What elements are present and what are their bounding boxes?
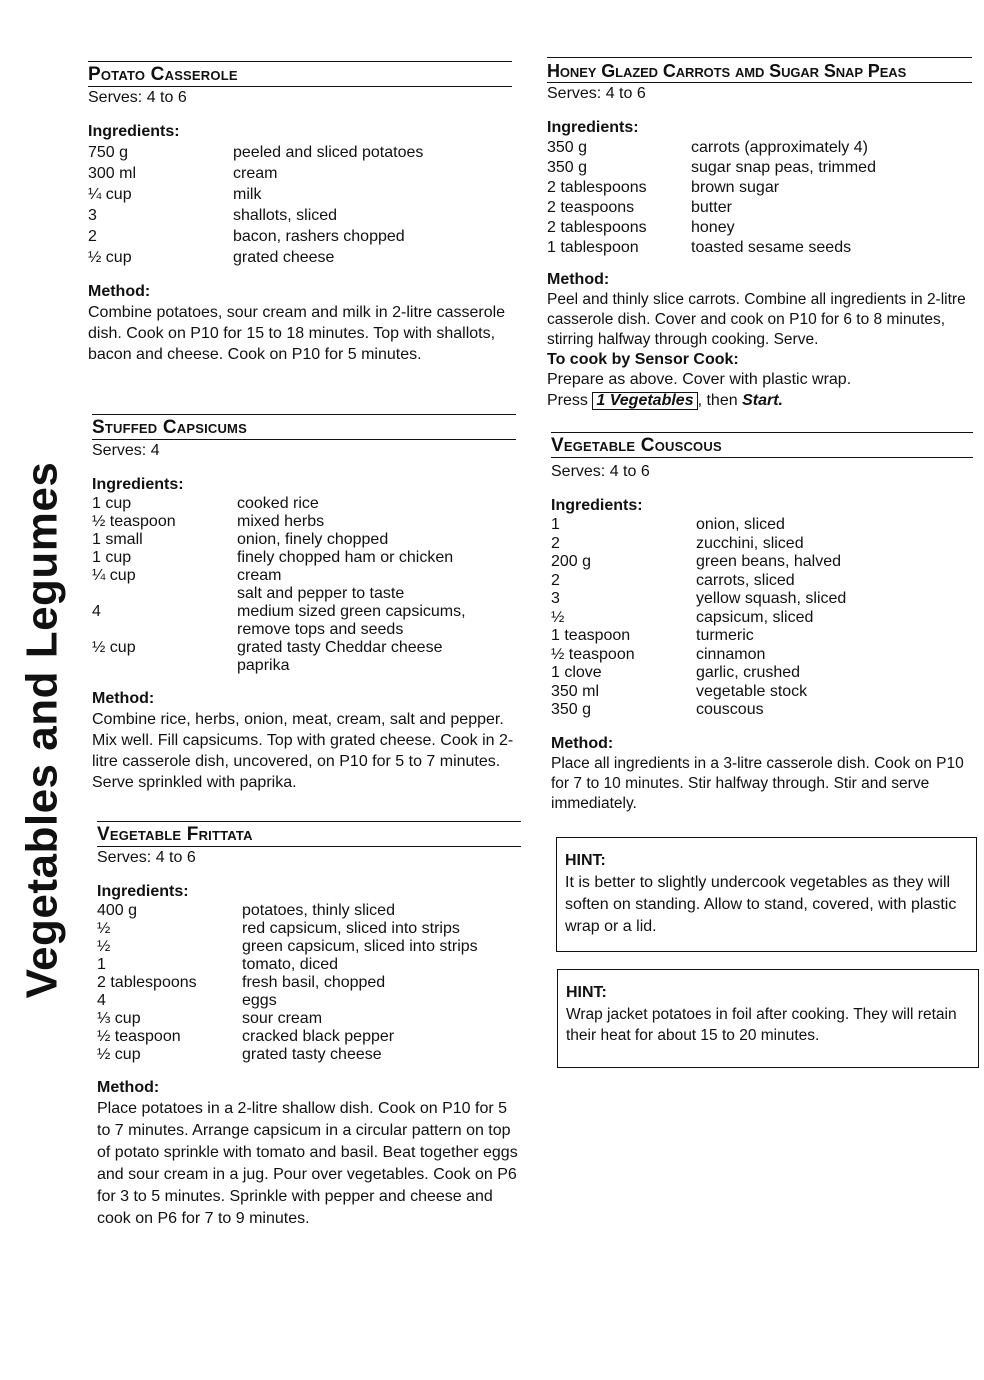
ingredient-desc: brown sugar (691, 179, 780, 196)
sensor-cook-heading: To cook by Sensor Cook: (547, 351, 739, 368)
hint-label: HINT: (566, 984, 607, 1001)
ingredients-heading: Ingredients: (92, 476, 184, 493)
method-heading: Method: (547, 271, 610, 288)
section-title: Vegetables and Legumes (17, 461, 66, 999)
recipe-serves: Serves: 4 to 6 (547, 85, 646, 102)
ingredient-desc: toasted sesame seeds (691, 239, 852, 256)
ingredient-desc: remove tops and seeds (237, 621, 404, 638)
ingredient-desc: yellow squash, sliced (696, 590, 847, 607)
ingredient-desc: cream (233, 165, 278, 182)
ingredient-desc: grated tasty Cheddar cheese (237, 639, 443, 656)
ingredient-qty (92, 621, 237, 639)
ingredient-desc: medium sized green capsicums, (237, 603, 466, 620)
ingredient-desc: cream (237, 567, 282, 584)
ingredient-desc: red capsicum, sliced into strips (242, 920, 460, 937)
ingredient-desc: onion, sliced (696, 516, 785, 533)
ingredient-qty: 350 g (551, 701, 592, 718)
ingredient-desc: capsicum, sliced (696, 608, 814, 626)
ingredient-desc: vegetable stock (696, 682, 808, 700)
ingredient-desc: cooked rice (237, 495, 319, 512)
ingredients-list (92, 495, 516, 675)
ingredient-desc: cracked black pepper (242, 1028, 395, 1045)
recipe-serves: Serves: 4 to 6 (88, 89, 187, 106)
ingredient-desc: garlic, crushed (696, 664, 801, 681)
ingredients-list (547, 138, 972, 258)
method-heading: Method: (551, 734, 614, 752)
method-heading: Method: (97, 1079, 160, 1096)
ingredient-qty: 4 (92, 603, 101, 620)
ingredient-desc: zucchini, sliced (696, 534, 804, 552)
ingredient-qty: 1 (97, 956, 106, 973)
vegetables-key-button: 1 Vegetables (592, 392, 697, 410)
method-text: Combine rice, herbs, onion, meat, cream, salt and pepper. Mix well. Fill capsicums. Top with grated cheese. Cook in 2-litre casserole dish, uncovered, on P10 for 5 to 7 minutes. Serve sprinkled with paprika. (92, 711, 514, 791)
hint-box-jacket-potatoes (557, 969, 979, 1068)
ingredient-desc: grated tasty cheese (242, 1046, 382, 1063)
ingredient-desc: green capsicum, sliced into strips (242, 938, 478, 955)
recipe-title: Vegetable Frittata (97, 821, 521, 847)
ingredient-qty: 300 ml (88, 165, 137, 182)
ingredient-qty: ½ (97, 920, 111, 937)
ingredient-qty: ½ teaspoon (92, 513, 176, 530)
ingredient-qty: 2 tablespoons (97, 974, 197, 991)
sensor-cook-instruction (547, 390, 972, 412)
hint-label: HINT: (565, 852, 606, 869)
ingredient-desc: carrots (approximately 4) (691, 139, 868, 156)
ingredient-qty: 2 (88, 228, 97, 245)
ingredient-qty (92, 585, 237, 603)
ingredient-desc: eggs (242, 992, 277, 1009)
ingredient-desc: sugar snap peas, trimmed (691, 159, 876, 176)
ingredient-qty: 4 (97, 992, 106, 1009)
ingredient-qty: ¼ cup (92, 567, 136, 584)
ingredient-desc: tomato, diced (242, 956, 339, 973)
ingredient-desc: couscous (696, 701, 764, 718)
ingredient-desc: green beans, halved (696, 553, 841, 570)
then-text: , then (697, 392, 738, 409)
ingredient-desc: cinnamon (696, 645, 766, 663)
ingredient-qty: 1 small (92, 531, 143, 548)
ingredient-desc: fresh basil, chopped (242, 974, 386, 991)
ingredient-qty: 750 g (88, 144, 129, 161)
ingredient-desc: shallots, sliced (233, 207, 338, 224)
method-heading: Method: (88, 283, 151, 300)
ingredient-desc: mixed herbs (237, 513, 325, 530)
ingredients-heading: Ingredients: (97, 883, 189, 900)
hint-text: Wrap jacket potatoes in foil after cooking. They will retain their heat for about 15 to 20 minutes. (566, 1006, 957, 1044)
recipe-title: Stuffed Capsicums (92, 414, 516, 440)
sensor-cook-text: Prepare as above. Cover with plastic wrap. (547, 371, 852, 388)
ingredient-qty: ½ (551, 608, 565, 626)
ingredient-qty: 400 g (97, 902, 138, 919)
ingredient-qty: 3 (88, 207, 97, 224)
recipe-title: Potato Casserole (88, 61, 512, 87)
hint-text: It is better to slightly undercook vegetables as they will soften on standing. Allow to stand, covered, with plastic wrap or a lid. (565, 874, 957, 935)
method-text: Combine potatoes, sour cream and milk in 2-litre casserole dish. Cook on P10 for 15 to 18 minutes. Top with shallots, bacon and cheese. Cook on P10 for 5 minutes. (88, 304, 506, 363)
ingredient-qty (92, 657, 237, 675)
ingredient-qty: ½ cup (92, 639, 136, 656)
ingredient-desc: turmeric (696, 627, 754, 644)
ingredient-qty: 350 ml (551, 682, 600, 700)
ingredients-heading: Ingredients: (88, 123, 180, 140)
ingredient-qty: 1 cup (92, 549, 132, 566)
ingredients-heading: Ingredients: (551, 497, 643, 514)
ingredient-qty: 1 cup (92, 495, 132, 512)
ingredients-list (551, 516, 973, 720)
ingredient-qty: 2 tablespoons (547, 179, 647, 196)
recipe-potato-casserole (88, 61, 512, 365)
recipe-vegetable-frittata (97, 821, 521, 1230)
recipe-title: Vegetable Couscous (551, 432, 973, 458)
ingredient-desc: carrots, sliced (696, 571, 795, 589)
ingredient-qty: 200 g (551, 553, 592, 570)
ingredient-desc: grated cheese (233, 249, 335, 266)
recipe-serves: Serves: 4 (92, 442, 160, 459)
recipe-serves: Serves: 4 to 6 (97, 849, 196, 866)
ingredient-qty: 1 (551, 516, 560, 533)
ingredients-heading: Ingredients: (547, 119, 639, 136)
ingredient-qty: 2 teaspoons (547, 199, 635, 216)
ingredient-desc: sour cream (242, 1010, 323, 1027)
ingredient-desc: finely chopped ham or chicken (237, 549, 454, 566)
recipe-serves: Serves: 4 to 6 (551, 463, 650, 480)
ingredient-qty: ½ cup (88, 249, 132, 266)
method-text: Place all ingredients in a 3-litre casserole dish. Cook on P10 for 7 to 10 minutes. Stir halfway through. Stir and serve immediately. (551, 754, 964, 812)
ingredient-qty: ½ cup (97, 1046, 141, 1063)
press-text: Press (547, 392, 588, 409)
ingredient-desc: milk (233, 186, 262, 203)
hint-box-undercook (556, 837, 977, 952)
ingredient-qty: 2 tablespoons (547, 219, 647, 236)
start-key-label: Start. (742, 392, 783, 409)
ingredient-desc: peeled and sliced potatoes (233, 144, 424, 161)
recipe-title: Honey Glazed Carrots amd Sugar Snap Peas (547, 57, 972, 83)
ingredients-list (97, 902, 521, 1064)
ingredient-qty: 1 tablespoon (547, 239, 639, 256)
ingredient-desc: salt and pepper to taste (237, 585, 405, 602)
recipe-stuffed-capsicums (92, 414, 516, 793)
recipe-vegetable-couscous (551, 432, 973, 814)
ingredient-qty: 1 teaspoon (551, 627, 631, 644)
recipe-honey-glazed-carrots (547, 57, 972, 412)
ingredient-qty: 2 (551, 534, 560, 552)
ingredient-qty: ½ teaspoon (551, 645, 635, 663)
method-text: Peel and thinly slice carrots. Combine all ingredients in 2-litre casserole dish. Cover and cook on P10 for 6 to 8 minutes, stirring halfway through cooking. Serve. (547, 291, 966, 348)
ingredient-qty: ½ (97, 938, 111, 955)
ingredient-desc: potatoes, thinly sliced (242, 902, 395, 919)
method-text: Place potatoes in a 2-litre shallow dish. Cook on P10 for 5 to 7 minutes. Arrange capsicum in a circular pattern on top of potato sprinkle with tomato and basil. Beat together eggs and sour cream in a jug. Pour over vegetables. Cook on P6 for 3 to 5 minutes. Sprinkle with pepper and cheese and cook on P6 for 7 to 9 minutes. (97, 1100, 518, 1227)
ingredient-desc: onion, finely chopped (237, 531, 389, 548)
section-side-tab (10, 461, 74, 999)
ingredient-qty: ¼ cup (88, 186, 132, 203)
ingredient-qty: 1 clove (551, 664, 602, 681)
ingredient-desc: honey (691, 219, 735, 236)
ingredient-desc: paprika (237, 657, 290, 674)
ingredient-qty: 350 g (547, 159, 588, 176)
ingredients-list (88, 142, 512, 268)
ingredient-qty: ½ teaspoon (97, 1028, 181, 1045)
ingredient-qty: 350 g (547, 139, 588, 156)
method-heading: Method: (92, 690, 155, 707)
ingredient-qty: ⅓ cup (97, 1010, 141, 1027)
ingredient-desc: butter (691, 199, 732, 216)
ingredient-qty: 2 (551, 571, 560, 589)
ingredient-desc: bacon, rashers chopped (233, 228, 405, 245)
ingredient-qty: 3 (551, 590, 560, 607)
